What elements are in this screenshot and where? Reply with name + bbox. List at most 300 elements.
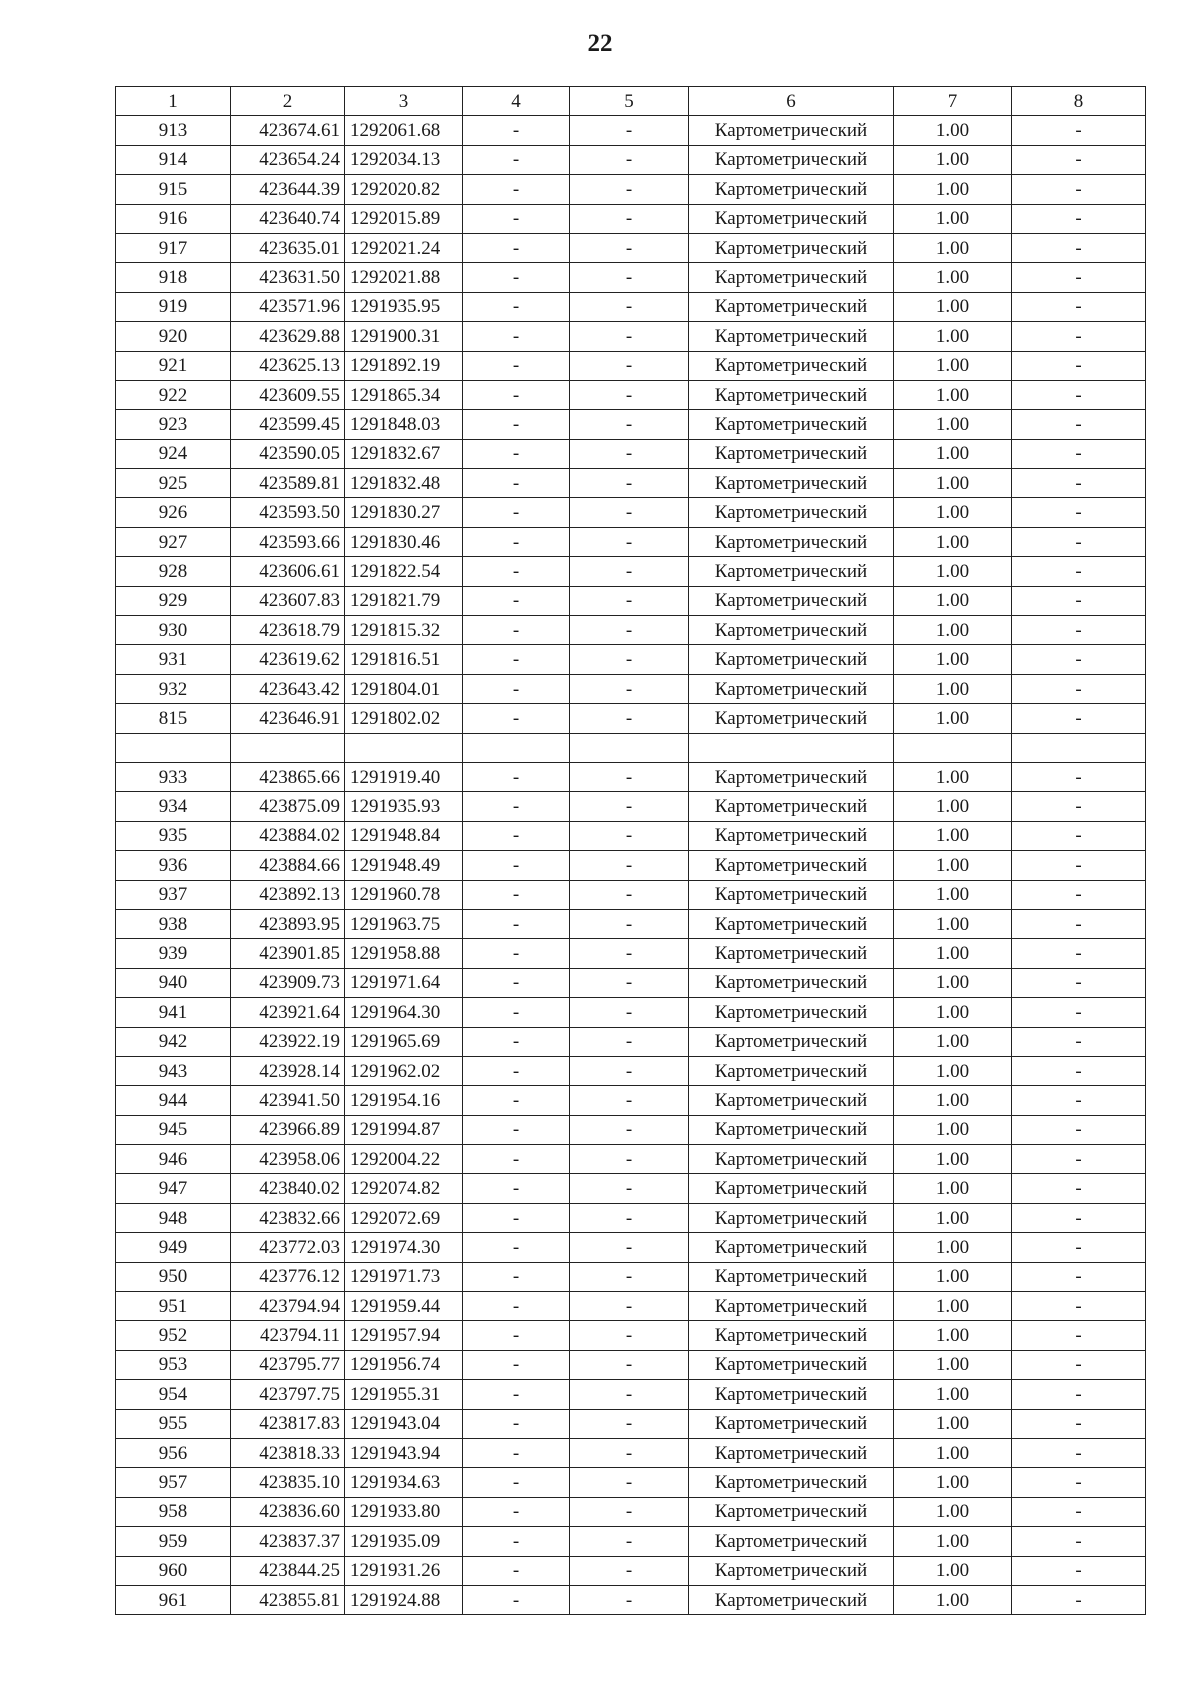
accuracy-cell: 1.00 bbox=[894, 968, 1012, 997]
method-cell: Картометрический bbox=[689, 204, 894, 233]
accuracy-cell: 1.00 bbox=[894, 674, 1012, 703]
method-cell: Картометрический bbox=[689, 410, 894, 439]
col8-cell: - bbox=[1012, 292, 1146, 321]
x-coordinate-cell: 423844.25 bbox=[231, 1556, 345, 1585]
col5-cell: - bbox=[570, 1056, 689, 1085]
y-coordinate-cell: 1291963.75 bbox=[345, 909, 463, 938]
accuracy-cell: 1.00 bbox=[894, 233, 1012, 262]
accuracy-cell: 1.00 bbox=[894, 175, 1012, 204]
col5-cell: - bbox=[570, 762, 689, 791]
point-number-cell: 940 bbox=[116, 968, 231, 997]
point-number-cell: 921 bbox=[116, 351, 231, 380]
col8-cell: - bbox=[1012, 469, 1146, 498]
accuracy-cell: 1.00 bbox=[894, 1380, 1012, 1409]
point-number-cell: 938 bbox=[116, 909, 231, 938]
y-coordinate-cell: 1291959.44 bbox=[345, 1292, 463, 1321]
accuracy-cell: 1.00 bbox=[894, 704, 1012, 733]
table-row bbox=[116, 439, 1146, 468]
col4-cell: - bbox=[463, 1468, 570, 1497]
point-number-cell: 952 bbox=[116, 1321, 231, 1350]
table-row bbox=[116, 1262, 1146, 1291]
y-coordinate-cell: 1291964.30 bbox=[345, 998, 463, 1027]
accuracy-cell: 1.00 bbox=[894, 1027, 1012, 1056]
col8-cell: - bbox=[1012, 410, 1146, 439]
col4-cell: - bbox=[463, 557, 570, 586]
col8-cell: - bbox=[1012, 263, 1146, 292]
point-number-cell: 920 bbox=[116, 322, 231, 351]
col5-cell: - bbox=[570, 557, 689, 586]
table-row bbox=[116, 586, 1146, 615]
accuracy-cell: 1.00 bbox=[894, 351, 1012, 380]
point-number-cell: 955 bbox=[116, 1409, 231, 1438]
coordinates-table bbox=[115, 86, 1146, 1615]
point-number-cell: 930 bbox=[116, 616, 231, 645]
method-cell: Картометрический bbox=[689, 1115, 894, 1144]
accuracy-cell: 1.00 bbox=[894, 469, 1012, 498]
col4-cell: - bbox=[463, 1321, 570, 1350]
method-cell: Картометрический bbox=[689, 968, 894, 997]
method-cell: Картометрический bbox=[689, 1350, 894, 1379]
x-coordinate-cell: 423892.13 bbox=[231, 880, 345, 909]
table-row bbox=[116, 1056, 1146, 1085]
accuracy-cell: 1.00 bbox=[894, 1145, 1012, 1174]
y-coordinate-cell: 1292004.22 bbox=[345, 1145, 463, 1174]
method-cell: Картометрический bbox=[689, 145, 894, 174]
col5-cell: - bbox=[570, 1233, 689, 1262]
y-coordinate-cell: 1291802.02 bbox=[345, 704, 463, 733]
y-coordinate-cell: 1291832.48 bbox=[345, 469, 463, 498]
table-row bbox=[116, 1115, 1146, 1144]
accuracy-cell: 1.00 bbox=[894, 1115, 1012, 1144]
accuracy-cell: 1.00 bbox=[894, 527, 1012, 556]
table-row bbox=[116, 1174, 1146, 1203]
col8-cell: - bbox=[1012, 1585, 1146, 1614]
method-cell: Картометрический bbox=[689, 1027, 894, 1056]
accuracy-cell: 1.00 bbox=[894, 1556, 1012, 1585]
x-coordinate-cell: 423901.85 bbox=[231, 939, 345, 968]
y-coordinate-cell: 1291832.67 bbox=[345, 439, 463, 468]
col4-cell: - bbox=[463, 704, 570, 733]
col5-cell: - bbox=[570, 674, 689, 703]
x-coordinate-cell: 423922.19 bbox=[231, 1027, 345, 1056]
point-number-cell: 931 bbox=[116, 645, 231, 674]
method-cell: Картометрический bbox=[689, 1262, 894, 1291]
method-cell: Картометрический bbox=[689, 1585, 894, 1614]
col8-cell: - bbox=[1012, 1438, 1146, 1467]
col4-cell: - bbox=[463, 968, 570, 997]
method-cell: Картометрический bbox=[689, 351, 894, 380]
table-row bbox=[116, 1233, 1146, 1262]
y-coordinate-cell: 1291962.02 bbox=[345, 1056, 463, 1085]
y-coordinate-cell: 1292021.88 bbox=[345, 263, 463, 292]
col8-cell: - bbox=[1012, 909, 1146, 938]
y-coordinate-cell: 1291943.04 bbox=[345, 1409, 463, 1438]
x-coordinate-cell: 423865.66 bbox=[231, 762, 345, 791]
accuracy-cell: 1.00 bbox=[894, 1203, 1012, 1232]
y-coordinate-cell: 1291957.94 bbox=[345, 1321, 463, 1350]
y-coordinate-cell: 1291935.09 bbox=[345, 1527, 463, 1556]
col4-cell: - bbox=[463, 1380, 570, 1409]
method-cell: Картометрический bbox=[689, 821, 894, 850]
accuracy-cell: 1.00 bbox=[894, 263, 1012, 292]
header-cell: 6 bbox=[689, 87, 894, 116]
col8-cell: - bbox=[1012, 939, 1146, 968]
x-coordinate-cell: 423625.13 bbox=[231, 351, 345, 380]
col4-cell: - bbox=[463, 909, 570, 938]
col4-cell: - bbox=[463, 586, 570, 615]
table-row bbox=[116, 1086, 1146, 1115]
y-coordinate-cell: 1292072.69 bbox=[345, 1203, 463, 1232]
col5-cell: - bbox=[570, 1321, 689, 1350]
col8-cell: - bbox=[1012, 204, 1146, 233]
col5-cell: - bbox=[570, 1115, 689, 1144]
point-number-cell: 936 bbox=[116, 851, 231, 880]
table-row bbox=[116, 1380, 1146, 1409]
col8-cell: - bbox=[1012, 1527, 1146, 1556]
point-number-cell: 951 bbox=[116, 1292, 231, 1321]
accuracy-cell: 1.00 bbox=[894, 1585, 1012, 1614]
accuracy-cell: 1.00 bbox=[894, 1350, 1012, 1379]
method-cell: Картометрический bbox=[689, 1527, 894, 1556]
accuracy-cell: 1.00 bbox=[894, 821, 1012, 850]
y-coordinate-cell: 1291900.31 bbox=[345, 322, 463, 351]
col5-cell: - bbox=[570, 1468, 689, 1497]
x-coordinate-cell: 423654.24 bbox=[231, 145, 345, 174]
y-coordinate-cell: 1291956.74 bbox=[345, 1350, 463, 1379]
accuracy-cell: 1.00 bbox=[894, 1233, 1012, 1262]
x-coordinate-cell: 423635.01 bbox=[231, 233, 345, 262]
accuracy-cell: 1.00 bbox=[894, 1056, 1012, 1085]
x-coordinate-cell: 423941.50 bbox=[231, 1086, 345, 1115]
point-number-cell: 927 bbox=[116, 527, 231, 556]
method-cell: Картометрический bbox=[689, 939, 894, 968]
accuracy-cell: 1.00 bbox=[894, 762, 1012, 791]
col4-cell: - bbox=[463, 175, 570, 204]
point-number-cell: 956 bbox=[116, 1438, 231, 1467]
point-number-cell: 957 bbox=[116, 1468, 231, 1497]
col8-cell: - bbox=[1012, 1321, 1146, 1350]
col4-cell: - bbox=[463, 351, 570, 380]
accuracy-cell: 1.00 bbox=[894, 1292, 1012, 1321]
point-number-cell: 926 bbox=[116, 498, 231, 527]
col4-cell: - bbox=[463, 998, 570, 1027]
y-coordinate-cell: 1291830.27 bbox=[345, 498, 463, 527]
col8-cell: - bbox=[1012, 233, 1146, 262]
point-number-cell: 924 bbox=[116, 439, 231, 468]
method-cell: Картометрический bbox=[689, 263, 894, 292]
table-row bbox=[116, 851, 1146, 880]
col5-cell: - bbox=[570, 204, 689, 233]
point-number-cell: 949 bbox=[116, 1233, 231, 1262]
y-coordinate-cell: 1291971.64 bbox=[345, 968, 463, 997]
x-coordinate-cell: 423875.09 bbox=[231, 792, 345, 821]
accuracy-cell: 1.00 bbox=[894, 410, 1012, 439]
point-number-cell bbox=[116, 733, 231, 762]
point-number-cell: 959 bbox=[116, 1527, 231, 1556]
method-cell: Картометрический bbox=[689, 1321, 894, 1350]
y-coordinate-cell: 1291815.32 bbox=[345, 616, 463, 645]
table-row bbox=[116, 616, 1146, 645]
method-cell: Картометрический bbox=[689, 1292, 894, 1321]
x-coordinate-cell: 423619.62 bbox=[231, 645, 345, 674]
table-row bbox=[116, 939, 1146, 968]
method-cell: Картометрический bbox=[689, 1556, 894, 1585]
col4-cell: - bbox=[463, 116, 570, 145]
point-number-cell: 815 bbox=[116, 704, 231, 733]
method-cell: Картометрический bbox=[689, 998, 894, 1027]
method-cell: Картометрический bbox=[689, 586, 894, 615]
table-row bbox=[116, 380, 1146, 409]
y-coordinate-cell: 1291830.46 bbox=[345, 527, 463, 556]
method-cell: Картометрический bbox=[689, 1497, 894, 1526]
col5-cell: - bbox=[570, 116, 689, 145]
point-number-cell: 944 bbox=[116, 1086, 231, 1115]
col5-cell: - bbox=[570, 469, 689, 498]
point-number-cell: 961 bbox=[116, 1585, 231, 1614]
method-cell: Картометрический bbox=[689, 704, 894, 733]
col8-cell: - bbox=[1012, 1233, 1146, 1262]
y-coordinate-cell: 1291848.03 bbox=[345, 410, 463, 439]
x-coordinate-cell: 423593.50 bbox=[231, 498, 345, 527]
table-row bbox=[116, 1409, 1146, 1438]
col5-cell: - bbox=[570, 1086, 689, 1115]
col4-cell: - bbox=[463, 1027, 570, 1056]
method-cell: Картометрический bbox=[689, 1145, 894, 1174]
accuracy-cell: 1.00 bbox=[894, 792, 1012, 821]
col4-cell: - bbox=[463, 527, 570, 556]
x-coordinate-cell: 423795.77 bbox=[231, 1350, 345, 1379]
method-cell: Картометрический bbox=[689, 175, 894, 204]
table-row bbox=[116, 1145, 1146, 1174]
col4-cell: - bbox=[463, 939, 570, 968]
col8-cell: - bbox=[1012, 998, 1146, 1027]
point-number-cell: 932 bbox=[116, 674, 231, 703]
y-coordinate-cell: 1291994.87 bbox=[345, 1115, 463, 1144]
x-coordinate-cell bbox=[231, 733, 345, 762]
accuracy-cell: 1.00 bbox=[894, 1527, 1012, 1556]
col4-cell: - bbox=[463, 204, 570, 233]
table-row bbox=[116, 674, 1146, 703]
table-row bbox=[116, 1438, 1146, 1467]
x-coordinate-cell: 423794.11 bbox=[231, 1321, 345, 1350]
method-cell: Картометрический bbox=[689, 233, 894, 262]
method-cell: Картометрический bbox=[689, 439, 894, 468]
y-coordinate-cell: 1291804.01 bbox=[345, 674, 463, 703]
x-coordinate-cell: 423884.66 bbox=[231, 851, 345, 880]
col5-cell: - bbox=[570, 1438, 689, 1467]
accuracy-cell: 1.00 bbox=[894, 998, 1012, 1027]
method-cell: Картометрический bbox=[689, 1174, 894, 1203]
col5-cell: - bbox=[570, 792, 689, 821]
col4-cell: - bbox=[463, 439, 570, 468]
accuracy-cell: 1.00 bbox=[894, 1409, 1012, 1438]
method-cell: Картометрический bbox=[689, 322, 894, 351]
table-row bbox=[116, 762, 1146, 791]
method-cell: Картометрический bbox=[689, 792, 894, 821]
method-cell: Картометрический bbox=[689, 1056, 894, 1085]
col8-cell: - bbox=[1012, 704, 1146, 733]
point-number-cell: 950 bbox=[116, 1262, 231, 1291]
x-coordinate-cell: 423609.55 bbox=[231, 380, 345, 409]
y-coordinate-cell: 1291931.26 bbox=[345, 1556, 463, 1585]
x-coordinate-cell: 423835.10 bbox=[231, 1468, 345, 1497]
col5-cell: - bbox=[570, 145, 689, 174]
col5-cell: - bbox=[570, 1409, 689, 1438]
point-number-cell: 925 bbox=[116, 469, 231, 498]
x-coordinate-cell: 423618.79 bbox=[231, 616, 345, 645]
table-row bbox=[116, 821, 1146, 850]
accuracy-cell: 1.00 bbox=[894, 116, 1012, 145]
accuracy-cell: 1.00 bbox=[894, 909, 1012, 938]
y-coordinate-cell: 1292020.82 bbox=[345, 175, 463, 204]
y-coordinate-cell: 1292021.24 bbox=[345, 233, 463, 262]
table-row bbox=[116, 263, 1146, 292]
accuracy-cell: 1.00 bbox=[894, 586, 1012, 615]
col8-cell: - bbox=[1012, 645, 1146, 674]
col4-cell: - bbox=[463, 1292, 570, 1321]
x-coordinate-cell: 423606.61 bbox=[231, 557, 345, 586]
x-coordinate-cell: 423644.39 bbox=[231, 175, 345, 204]
accuracy-cell: 1.00 bbox=[894, 380, 1012, 409]
col8-cell: - bbox=[1012, 1350, 1146, 1379]
col5-cell: - bbox=[570, 1497, 689, 1526]
col4-cell: - bbox=[463, 1145, 570, 1174]
col4-cell: - bbox=[463, 1438, 570, 1467]
y-coordinate-cell: 1291933.80 bbox=[345, 1497, 463, 1526]
table-row bbox=[116, 1350, 1146, 1379]
col5-cell: - bbox=[570, 880, 689, 909]
table-row bbox=[116, 116, 1146, 145]
table-row bbox=[116, 909, 1146, 938]
col5-cell: - bbox=[570, 263, 689, 292]
x-coordinate-cell: 423640.74 bbox=[231, 204, 345, 233]
col4-cell: - bbox=[463, 1527, 570, 1556]
point-number-cell: 923 bbox=[116, 410, 231, 439]
col8-cell: - bbox=[1012, 1174, 1146, 1203]
method-cell: Картометрический bbox=[689, 909, 894, 938]
table-body bbox=[116, 87, 1146, 1615]
x-coordinate-cell: 423893.95 bbox=[231, 909, 345, 938]
x-coordinate-cell: 423646.91 bbox=[231, 704, 345, 733]
accuracy-cell bbox=[894, 733, 1012, 762]
x-coordinate-cell: 423599.45 bbox=[231, 410, 345, 439]
col8-cell bbox=[1012, 733, 1146, 762]
accuracy-cell: 1.00 bbox=[894, 557, 1012, 586]
page-number: 22 bbox=[587, 30, 613, 57]
col8-cell: - bbox=[1012, 851, 1146, 880]
col5-cell: - bbox=[570, 821, 689, 850]
col4-cell: - bbox=[463, 410, 570, 439]
method-cell: Картометрический bbox=[689, 1380, 894, 1409]
col8-cell: - bbox=[1012, 1292, 1146, 1321]
accuracy-cell: 1.00 bbox=[894, 1174, 1012, 1203]
method-cell: Картометрический bbox=[689, 1438, 894, 1467]
y-coordinate-cell: 1291965.69 bbox=[345, 1027, 463, 1056]
point-number-cell: 928 bbox=[116, 557, 231, 586]
point-number-cell: 929 bbox=[116, 586, 231, 615]
col8-cell: - bbox=[1012, 439, 1146, 468]
col5-cell: - bbox=[570, 1527, 689, 1556]
col5-cell: - bbox=[570, 292, 689, 321]
y-coordinate-cell: 1291958.88 bbox=[345, 939, 463, 968]
accuracy-cell: 1.00 bbox=[894, 645, 1012, 674]
col8-cell: - bbox=[1012, 586, 1146, 615]
col8-cell: - bbox=[1012, 1468, 1146, 1497]
y-coordinate-cell: 1292061.68 bbox=[345, 116, 463, 145]
x-coordinate-cell: 423921.64 bbox=[231, 998, 345, 1027]
col5-cell: - bbox=[570, 175, 689, 204]
col8-cell: - bbox=[1012, 557, 1146, 586]
table-row bbox=[116, 175, 1146, 204]
header-cell: 7 bbox=[894, 87, 1012, 116]
col4-cell: - bbox=[463, 1497, 570, 1526]
x-coordinate-cell: 423884.02 bbox=[231, 821, 345, 850]
table-header-row bbox=[116, 87, 1146, 116]
table-row bbox=[116, 557, 1146, 586]
x-coordinate-cell: 423607.83 bbox=[231, 586, 345, 615]
col8-cell: - bbox=[1012, 1145, 1146, 1174]
col5-cell: - bbox=[570, 645, 689, 674]
y-coordinate-cell: 1291935.93 bbox=[345, 792, 463, 821]
col8-cell: - bbox=[1012, 616, 1146, 645]
point-number-cell: 946 bbox=[116, 1145, 231, 1174]
method-cell: Картометрический bbox=[689, 880, 894, 909]
col4-cell: - bbox=[463, 322, 570, 351]
point-number-cell: 947 bbox=[116, 1174, 231, 1203]
header-cell: 4 bbox=[463, 87, 570, 116]
col8-cell: - bbox=[1012, 380, 1146, 409]
y-coordinate-cell: 1291948.49 bbox=[345, 851, 463, 880]
x-coordinate-cell: 423590.05 bbox=[231, 439, 345, 468]
x-coordinate-cell: 423674.61 bbox=[231, 116, 345, 145]
x-coordinate-cell: 423631.50 bbox=[231, 263, 345, 292]
method-cell: Картометрический bbox=[689, 1468, 894, 1497]
method-cell: Картометрический bbox=[689, 851, 894, 880]
x-coordinate-cell: 423776.12 bbox=[231, 1262, 345, 1291]
col4-cell: - bbox=[463, 1174, 570, 1203]
x-coordinate-cell: 423832.66 bbox=[231, 1203, 345, 1232]
x-coordinate-cell: 423629.88 bbox=[231, 322, 345, 351]
table-row bbox=[116, 1027, 1146, 1056]
table-row bbox=[116, 998, 1146, 1027]
accuracy-cell: 1.00 bbox=[894, 939, 1012, 968]
point-number-cell: 941 bbox=[116, 998, 231, 1027]
y-coordinate-cell: 1291892.19 bbox=[345, 351, 463, 380]
point-number-cell: 937 bbox=[116, 880, 231, 909]
point-number-cell: 916 bbox=[116, 204, 231, 233]
col5-cell: - bbox=[570, 498, 689, 527]
col4-cell bbox=[463, 733, 570, 762]
accuracy-cell: 1.00 bbox=[894, 322, 1012, 351]
col8-cell: - bbox=[1012, 351, 1146, 380]
col5-cell: - bbox=[570, 322, 689, 351]
accuracy-cell: 1.00 bbox=[894, 880, 1012, 909]
x-coordinate-cell: 423593.66 bbox=[231, 527, 345, 556]
table-row bbox=[116, 204, 1146, 233]
header-cell: 1 bbox=[116, 87, 231, 116]
table-row bbox=[116, 469, 1146, 498]
table-row bbox=[116, 733, 1146, 762]
point-number-cell: 943 bbox=[116, 1056, 231, 1085]
y-coordinate-cell: 1291821.79 bbox=[345, 586, 463, 615]
y-coordinate-cell: 1291816.51 bbox=[345, 645, 463, 674]
y-coordinate-cell: 1291865.34 bbox=[345, 380, 463, 409]
method-cell: Картометрический bbox=[689, 1233, 894, 1262]
col8-cell: - bbox=[1012, 821, 1146, 850]
y-coordinate-cell bbox=[345, 733, 463, 762]
header-cell: 5 bbox=[570, 87, 689, 116]
col8-cell: - bbox=[1012, 1115, 1146, 1144]
